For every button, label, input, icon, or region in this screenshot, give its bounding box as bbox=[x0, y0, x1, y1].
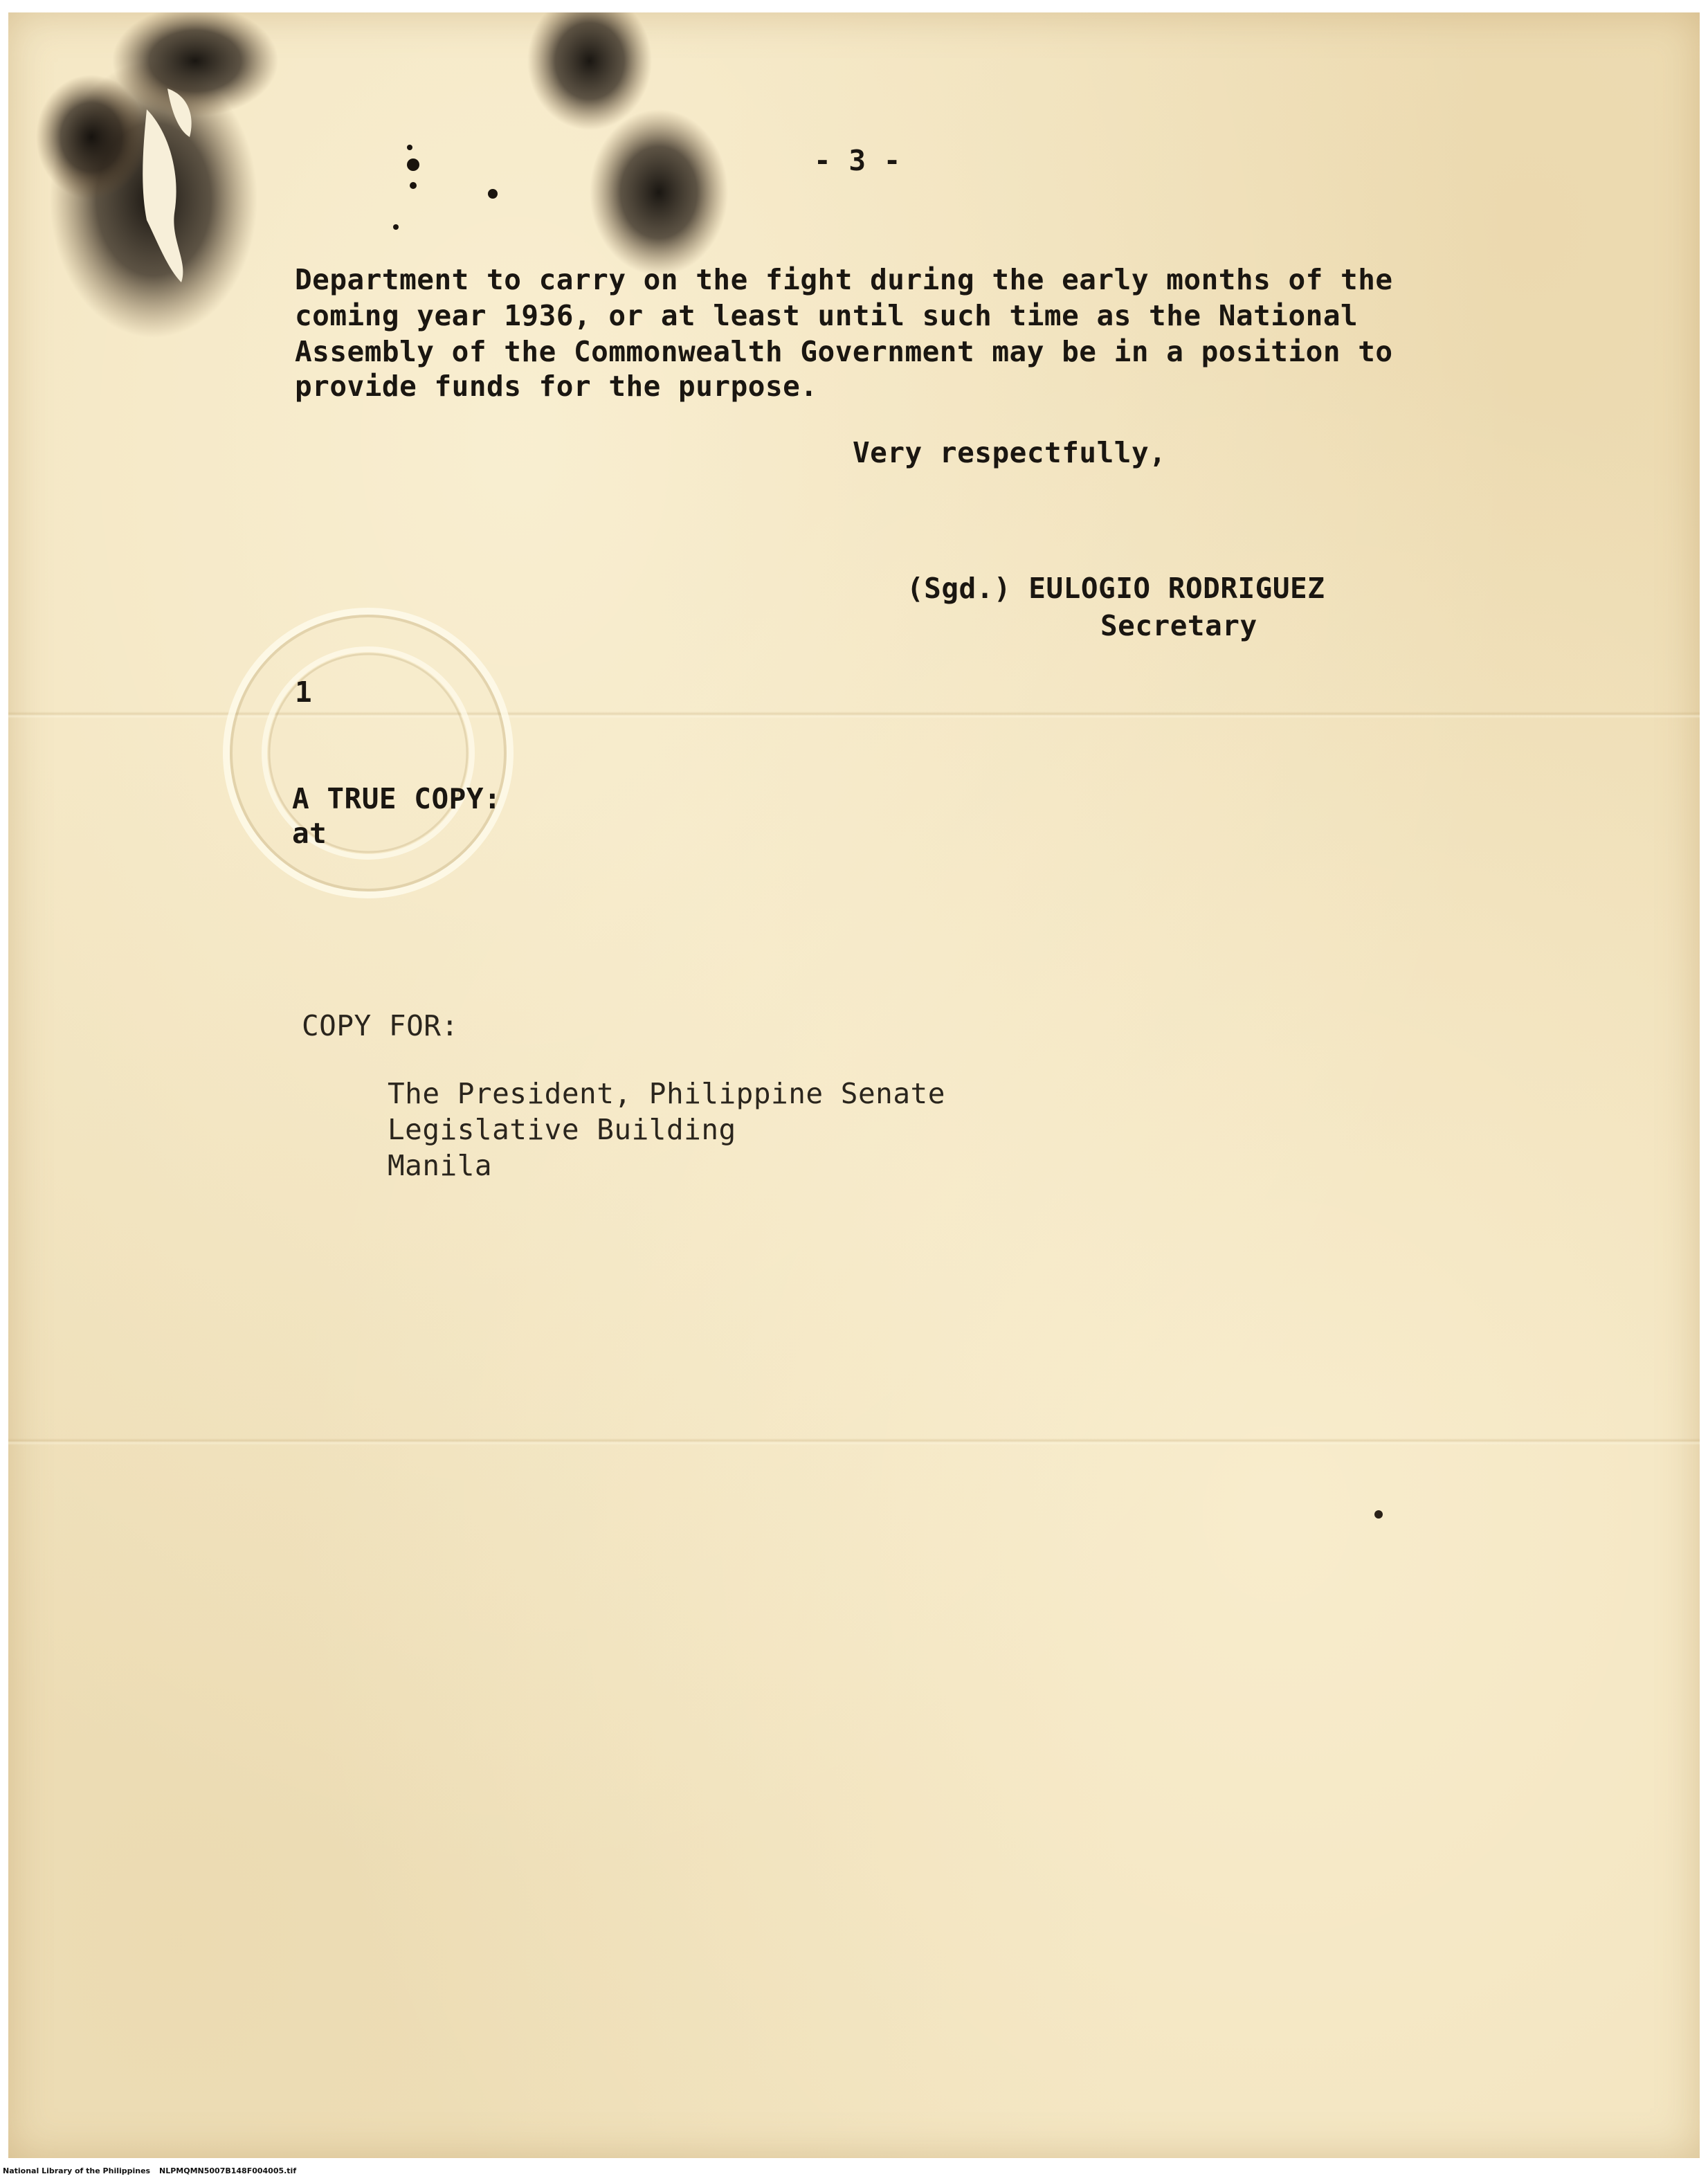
body-line: provide funds for the purpose. bbox=[295, 370, 818, 403]
signature-title: Secretary bbox=[1100, 609, 1257, 642]
scan-footer bbox=[0, 2158, 1708, 2183]
page-number: - 3 - bbox=[814, 144, 901, 177]
copy-for-line: Legislative Building bbox=[388, 1113, 736, 1146]
initial-mark: 1 bbox=[295, 676, 313, 709]
paper-fold-crease bbox=[8, 1438, 1700, 1445]
body-line: coming year 1936, or at least until such time as the National bbox=[295, 299, 1359, 332]
true-copy-attest: at bbox=[292, 817, 327, 850]
ink-speck bbox=[1372, 1507, 1386, 1521]
body-line: Department to carry on the fight during the early months of the bbox=[295, 263, 1393, 296]
signature-name: (Sgd.) EULOGIO RODRIGUEZ bbox=[907, 572, 1325, 605]
copy-for-label: COPY FOR: bbox=[302, 1009, 459, 1042]
copy-for-line: The President, Philippine Senate bbox=[388, 1077, 945, 1110]
embossed-seal bbox=[195, 580, 555, 940]
scan-file-name: NLPMQMN5007B148F004005.tif bbox=[159, 2166, 297, 2175]
body-line: Assembly of the Commonwealth Government may be in a position to bbox=[295, 335, 1393, 368]
document-sheet bbox=[8, 12, 1700, 2158]
true-copy-label: A TRUE COPY: bbox=[292, 782, 502, 815]
closing-salutation: Very respectfully, bbox=[853, 436, 1167, 469]
copy-for-line: Manila bbox=[388, 1149, 493, 1182]
library-name: National Library of the Philippines bbox=[3, 2166, 151, 2175]
